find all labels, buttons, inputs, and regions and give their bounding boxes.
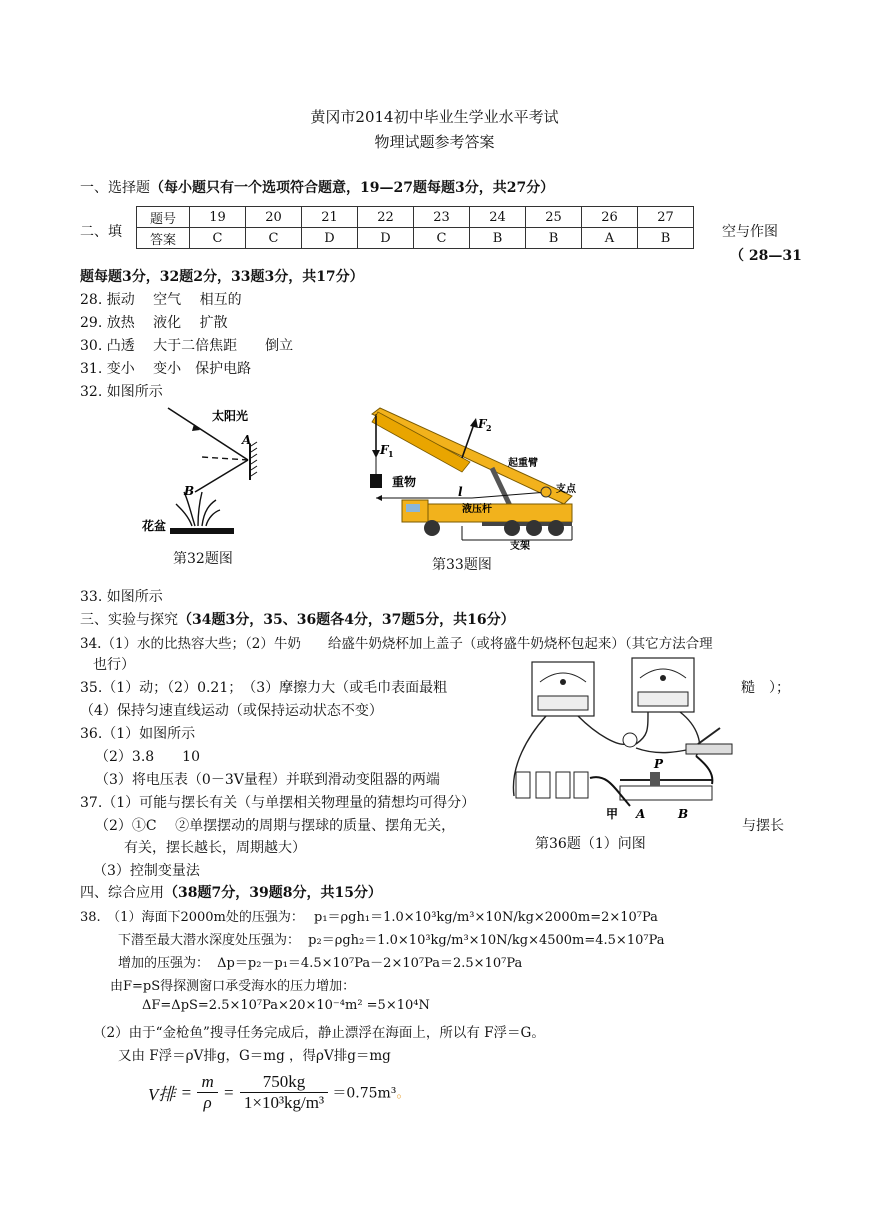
section-1-note: （每小题只有一个选项符合题意，19—27题每题3分，共27分）: [150, 180, 555, 196]
table-cell: B: [470, 228, 526, 249]
table-row-header: 题号: [137, 207, 190, 228]
fig33-arm-label: l: [458, 485, 463, 499]
fig33-stand-label: 支架: [510, 541, 530, 550]
mass-over-density: [197, 1072, 217, 1113]
fig33-force-1: F: [380, 443, 389, 457]
answer-38-line-3: [118, 952, 522, 971]
rheostat: [620, 772, 712, 800]
table-cell: A: [582, 228, 638, 249]
table-cell: 27: [638, 207, 694, 228]
figure-33-caption: 第33题图: [432, 557, 492, 573]
answer-36-line-1: 36.（1）如图所示: [80, 726, 196, 742]
figure-36: [508, 656, 740, 826]
result-period: 。: [396, 1086, 411, 1102]
answer-29: 29. 放热 液化 扩散: [80, 315, 228, 331]
volume-result: ＝0.75m³: [332, 1085, 397, 1102]
table-cell: D: [358, 228, 414, 249]
section-2-prefix: 二、填: [80, 224, 122, 240]
table-cell: 24: [470, 207, 526, 228]
section-1-label: 一、选择题: [80, 180, 150, 196]
answer-38-line-3-label: 增加的压强为：: [118, 956, 210, 971]
answer-38-line-1-label: 38. （1）海面下2000m处的压强为：: [80, 910, 304, 925]
answer-38-line-2-formula: p₂＝ρgh₂＝1.0×10³kg/m³×10N/kg×4500m=4.5×10⁷Pa: [308, 933, 665, 948]
voltmeter: [632, 658, 694, 712]
answer-37-line-2: （2）①C ②单摆摆动的周期与摆球的质量、摆角无关，: [95, 818, 456, 834]
answer-34-line-1: 34.（1）水的比热容大些；（2）牛奶 给盛牛奶烧杯加上盖子（或将盛牛奶烧杯包起来）（其它方法合理: [80, 636, 713, 652]
answer-35-tail: 糙 ）；: [741, 680, 790, 696]
table-cell: 26: [582, 207, 638, 228]
fraction-numerator: 750kg: [240, 1072, 328, 1093]
table-cell: 20: [246, 207, 302, 228]
fig36-point-b: B: [678, 807, 689, 821]
fig33-pivot-label: 支点: [556, 484, 576, 495]
section-3-label: 三、实验与探究: [80, 612, 178, 628]
ammeter: [532, 662, 594, 716]
table-cell: 19: [190, 207, 246, 228]
figure-32: [140, 400, 280, 540]
fig32-sun-label: 太阳光: [212, 409, 249, 423]
answer-38-line-1: [80, 906, 658, 925]
section-2-note: 题每题3分，32题2分，33题3分，共17分）: [80, 269, 364, 285]
table-cell: B: [526, 228, 582, 249]
fig33-force-2: F: [478, 417, 487, 431]
fig32-point-a: A: [242, 433, 252, 447]
answer-37-line-4: （3）控制变量法: [93, 863, 200, 879]
fig33-force-2-sub: 2: [486, 423, 492, 433]
answer-37-line-3: 有关，摆长越长，周期越大）: [124, 840, 306, 856]
table-row: [137, 228, 694, 249]
answer-38-line-7: 又由 F浮＝ρV排g，G＝mg ，得ρV排g＝mg: [118, 1048, 391, 1064]
fig36-point-p: P: [654, 757, 664, 771]
fraction-denominator: 1×10³kg/m³: [243, 1093, 325, 1112]
section-2-suffix: 空与作图: [722, 224, 778, 240]
answer-38-line-5: ΔF=ΔpS=2.5×10⁷Pa×20×10⁻⁴m² =5×10⁴N: [142, 998, 430, 1013]
answer-35-line-1: 35.（1）动；（2）0.21； （3）摩擦力大（或毛巾表面最粗: [80, 680, 448, 696]
table-cell: 23: [414, 207, 470, 228]
table-cell: B: [638, 228, 694, 249]
page-subtitle: 物理试题参考答案: [374, 133, 495, 151]
answer-33: 33. 如图所示: [80, 589, 163, 605]
table-row-header: 答案: [137, 228, 190, 249]
equals-sign-2: =: [224, 1082, 234, 1102]
answer-38-line-2-label: 下潜至最大潜水深度处压强为：: [118, 933, 301, 948]
section-4-heading: [80, 882, 382, 902]
answer-38-line-2: [118, 929, 665, 948]
figure-36-caption: 第36题（1）问图: [535, 836, 646, 852]
answer-35-line-2: （4）保持匀速直线运动（或保持运动状态不变）: [80, 703, 383, 719]
answer-37-line-1: 37.（1）可能与摆长有关（与单摆相关物理量的猜想均可得分）: [80, 795, 476, 811]
fig32-point-b: B: [184, 484, 195, 498]
answer-30: 30. 凸透 大于二倍焦距 倒立: [80, 338, 294, 354]
numeric-fraction: [240, 1072, 328, 1113]
section-2-suffix-2: （ 28—31: [730, 248, 802, 264]
fig33-weight-label: 重物: [392, 475, 417, 489]
answer-36-line-3: （3）将电压表（0－3V量程）并联到滑动变阻器的两端: [95, 772, 440, 788]
answer-36-line-2: （2）3.8 10: [95, 749, 200, 765]
fraction-density: ρ: [203, 1093, 212, 1112]
fig33-boom-label: 起重臂: [508, 458, 538, 469]
volume-formula: [148, 1072, 410, 1113]
answer-28: 28. 振动 空气 相互的: [80, 292, 242, 308]
table-cell: 21: [302, 207, 358, 228]
equals-sign: =: [181, 1082, 192, 1102]
answer-32: 32. 如图所示: [80, 384, 163, 400]
section-3-note: （34题3分，35、36题各4分，37题5分，共16分）: [178, 612, 515, 628]
fig36-jia-label: 甲: [606, 807, 619, 821]
table-cell: C: [414, 228, 470, 249]
fig33-force-1-sub: 1: [388, 449, 394, 459]
section-4-note: （38题7分，39题8分，共15分）: [164, 885, 382, 901]
table-cell: C: [190, 228, 246, 249]
table-cell: 22: [358, 207, 414, 228]
fraction-mass: m: [197, 1072, 217, 1093]
section-3-heading: [80, 609, 515, 629]
table-row: [137, 207, 694, 228]
answer-34-line-2: 也行）: [93, 657, 135, 673]
fig32-pot-label: 花盆: [142, 519, 167, 533]
answer-table: [136, 206, 694, 249]
answer-38-line-1-formula: p₁＝ρgh₁＝1.0×10³kg/m³×10N/kg×2000m=2×10⁷Pa: [314, 910, 658, 925]
table-cell: C: [246, 228, 302, 249]
answer-38-line-4: 由F=pS得探测窗口承受海水的压力增加：: [110, 979, 356, 994]
page-title: 黄冈市2014初中毕业生学业水平考试: [310, 108, 559, 126]
answer-38-line-3-formula: Δp＝p₂－p₁＝4.5×10⁷Pa－2×10⁷Pa＝2.5×10⁷Pa: [217, 956, 523, 971]
volume-symbol: V排: [148, 1085, 176, 1104]
fig33-hyd-label: 液压杆: [462, 504, 492, 515]
section-1-heading: [80, 177, 554, 197]
table-cell: 25: [526, 207, 582, 228]
answer-38-line-6: （2）由于“金枪鱼”搜寻任务完成后，静止漂浮在海面上，所以有 F浮＝G。: [93, 1025, 545, 1041]
figure-32-caption: 第32题图: [173, 551, 233, 567]
batteries: [516, 772, 588, 798]
section-4-label: 四、综合应用: [80, 885, 164, 901]
table-cell: D: [302, 228, 358, 249]
answer-37-line-2-tail: 与摆长: [742, 818, 784, 834]
answer-31: 31. 变小 变小 保护电路: [80, 361, 252, 377]
fig36-point-a: A: [636, 807, 646, 821]
figure-33: [362, 400, 602, 550]
